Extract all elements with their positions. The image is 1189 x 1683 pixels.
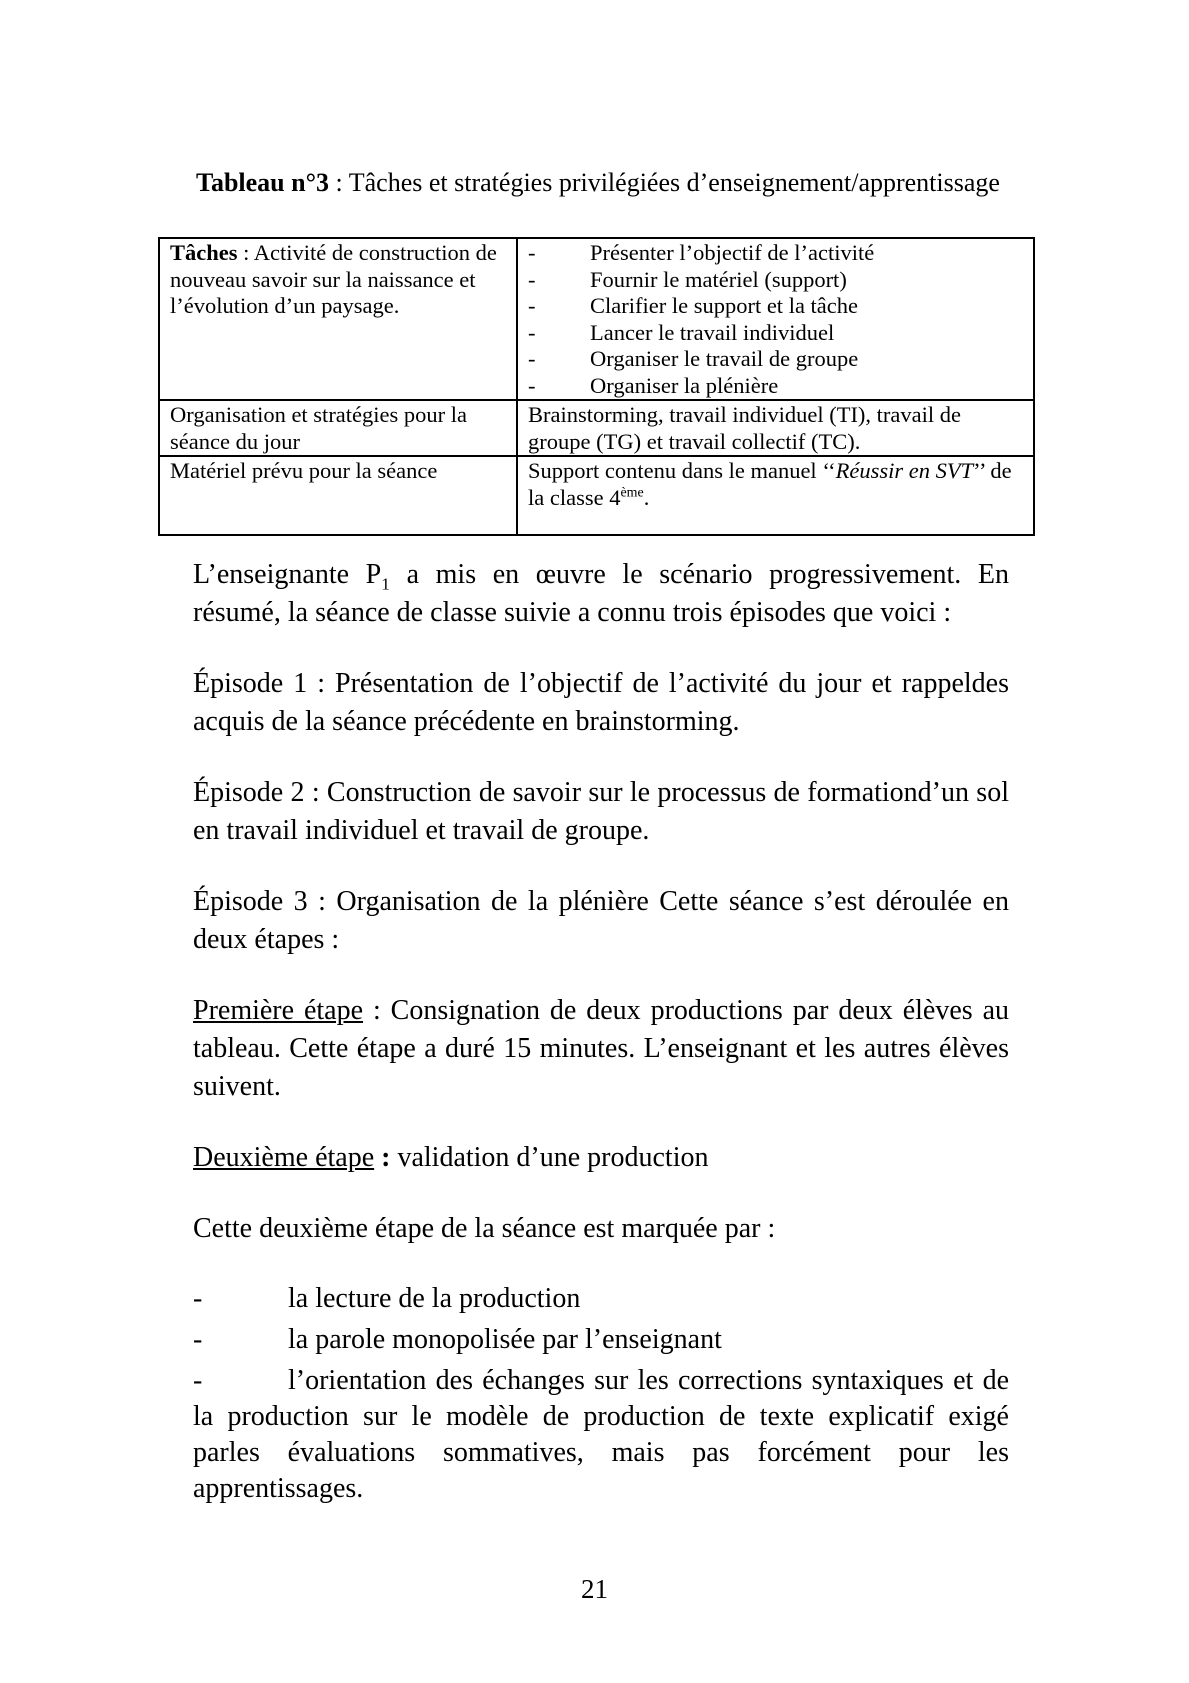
step-1-heading: Première étape bbox=[193, 995, 364, 1026]
step-2-text: validation d’une production bbox=[390, 1142, 709, 1173]
dash-icon: - bbox=[193, 1365, 203, 1396]
materiel-text-post: . bbox=[643, 484, 650, 510]
dash-icon: - bbox=[528, 319, 536, 345]
paragraph-step-2 bbox=[193, 1139, 1009, 1177]
cell-taches bbox=[159, 238, 517, 400]
cell-strategies bbox=[517, 238, 1034, 400]
list-item-text: la lecture de la production bbox=[288, 1283, 581, 1314]
table-row-materiel bbox=[159, 456, 1034, 535]
paragraph-episode-2: Épisode 2 : Construction de savoir sur le processus de formationd’un sol en travail individuel et travail de groupe. bbox=[193, 777, 1009, 846]
list-item bbox=[193, 1322, 1009, 1358]
manual-title: Réussir en SVT bbox=[835, 458, 974, 483]
table-bullet bbox=[528, 267, 1023, 294]
dash-icon: - bbox=[193, 1324, 203, 1355]
intro-pre: L’enseignante P bbox=[193, 559, 382, 590]
paragraph-episode-1: Épisode 1 : Présentation de l’objectif de l’activité du jour et rappeldes acquis de la séance précédente en brainstorming. bbox=[193, 668, 1009, 737]
intro-post: a mis en œuvre le scénario progressivement. En résumé, la séance de classe suivie a connu trois épisodes que voici : bbox=[193, 559, 1009, 628]
table-bullet bbox=[528, 373, 1023, 400]
table-bullet bbox=[528, 320, 1023, 347]
table-row-organisation bbox=[159, 400, 1034, 456]
body-text bbox=[193, 556, 1009, 1512]
table-bullet-text: Lancer le travail individuel bbox=[590, 319, 835, 345]
paragraph-episode-3: Épisode 3 : Organisation de la plénière Cette séance s’est déroulée en deux étapes : bbox=[193, 886, 1009, 955]
cell-taches-text: : Activité de construction de nouveau savoir sur la naissance et l’évolution d’un paysage. bbox=[170, 240, 497, 318]
cell-taches-bold: Tâches bbox=[170, 240, 238, 265]
table-row-taches bbox=[159, 238, 1034, 400]
table-bullet-text: Fournir le matériel (support) bbox=[590, 266, 847, 292]
list-item-text: l’orientation des échanges sur les corrections syntaxiques et de la production sur le modèle de production de texte explicatif exigé parles évaluations sommatives, mais pas forcément pour les apprentissages. bbox=[193, 1365, 1009, 1504]
step-2-heading: Deuxième étape bbox=[193, 1142, 375, 1173]
teacher-subscript: 1 bbox=[381, 574, 390, 594]
dash-icon: - bbox=[528, 293, 536, 318]
list-item-text: la parole monopolisée par l’enseignant bbox=[288, 1324, 722, 1355]
step-2-colon: : bbox=[374, 1142, 391, 1173]
table-bullet bbox=[528, 346, 1023, 373]
dash-icon: - bbox=[528, 346, 536, 371]
dash-icon: - bbox=[528, 240, 536, 265]
step-1-text: : Consignation de deux productions par deux élèves au tableau. Cette étape a duré 15 minutes. L’enseignant et les autres élèves suivent. bbox=[193, 995, 1010, 1102]
dash-icon: - bbox=[193, 1283, 203, 1314]
paragraph-intro bbox=[193, 556, 1009, 632]
table-caption-number: Tableau n°3 bbox=[196, 168, 329, 197]
table-bullet bbox=[528, 240, 1023, 267]
dash-icon: - bbox=[528, 266, 536, 292]
list-item bbox=[193, 1281, 1009, 1317]
table-bullet bbox=[528, 293, 1023, 320]
table-bullet-text: Organiser le travail de groupe bbox=[590, 346, 859, 371]
paragraph-step-1 bbox=[193, 992, 1009, 1106]
cell-organisation: Organisation et stratégies pour la séance du jour bbox=[159, 400, 517, 456]
dash-icon: - bbox=[528, 372, 536, 398]
table-caption bbox=[196, 168, 1011, 198]
materiel-text-pre: Support contenu dans le manuel ‘‘ bbox=[528, 458, 836, 483]
cell-materiel-desc bbox=[517, 456, 1034, 535]
materiel-text-mid: ’’ de la classe 4 bbox=[528, 458, 1012, 510]
list-item bbox=[193, 1363, 1009, 1507]
dash-list bbox=[193, 1281, 1009, 1507]
table-bullet-text: Organiser la plénière bbox=[590, 372, 779, 398]
table-bullet-text: Clarifier le support et la tâche bbox=[590, 293, 859, 318]
paragraph-list-intro: Cette deuxième étape de la séance est marquée par : bbox=[193, 1213, 776, 1244]
page-number: 21 bbox=[581, 1574, 608, 1604]
table-caption-text: : Tâches et stratégies privilégiées d’enseignement/apprentissage bbox=[329, 168, 1000, 197]
cell-materiel: Matériel prévu pour la séance bbox=[159, 456, 517, 535]
cell-organisation-desc: Brainstorming, travail individuel (TI), travail de groupe (TG) et travail collectif (TC). bbox=[517, 400, 1034, 456]
info-table bbox=[158, 237, 1035, 536]
table-bullet-text: Présenter l’objectif de l’activité bbox=[590, 240, 875, 265]
ordinal-superscript: ème bbox=[620, 485, 644, 500]
